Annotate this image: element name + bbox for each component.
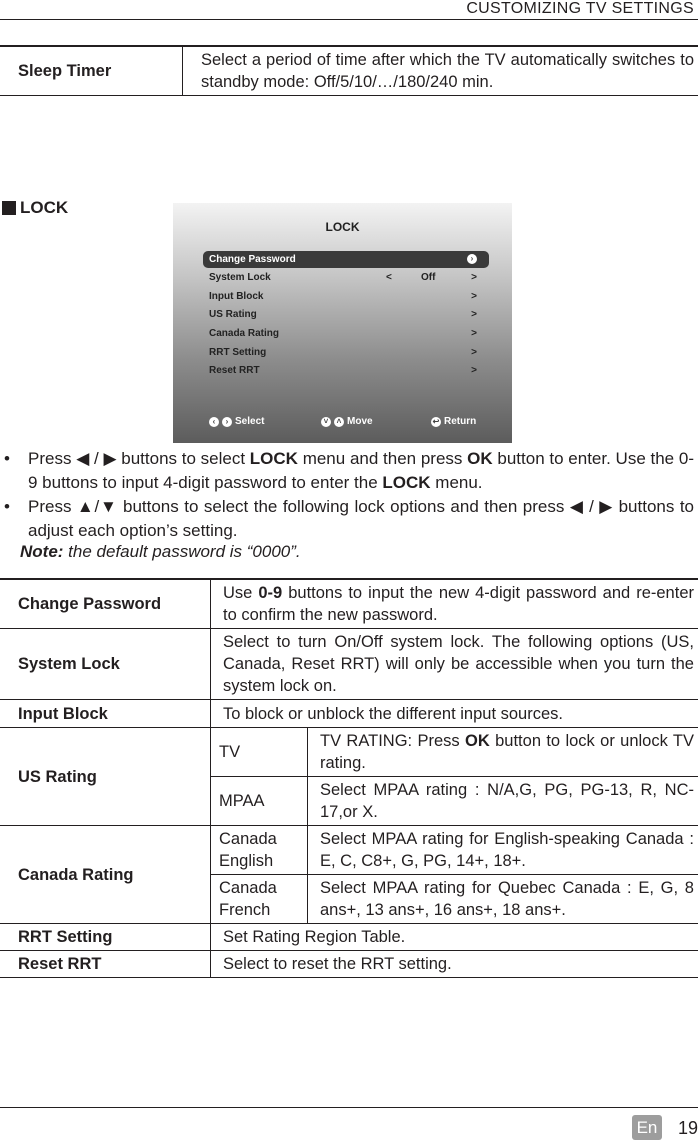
chevron-right-icon: > xyxy=(471,272,477,283)
osd-item-us-rating[interactable]: US Rating > xyxy=(203,306,489,323)
osd-item-canada-rating[interactable]: Canada Rating > xyxy=(203,325,489,342)
bullet-item: • Press ▲/▼ buttons to select the following lock options and then press ◀ / ▶ buttons to adjust each option’s setting. xyxy=(4,497,694,540)
left-button-icon: ‹ xyxy=(209,417,219,427)
osd-hint-move: ˅ ˄ Move xyxy=(321,416,373,427)
chevron-right-icon: › xyxy=(467,254,477,264)
osd-item-system-lock[interactable]: System Lock < Off > xyxy=(203,269,489,286)
up-down-arrows-icon: ▲/▼ xyxy=(76,497,118,516)
section-title: CUSTOMIZING TV SETTINGS xyxy=(466,0,694,17)
osd-item-change-password[interactable]: Change Password › xyxy=(203,251,489,268)
chevron-right-icon: > xyxy=(471,291,477,302)
left-right-arrows-icon: ◀ / ▶ xyxy=(569,497,614,516)
down-button-icon: ˅ xyxy=(321,417,331,427)
chevron-right-icon: > xyxy=(471,365,477,376)
table-row: System Lock Select to turn On/Off system lock. The following options (US, Canada, Reset RRT) will only be accessible when you turn the system lock on. xyxy=(0,629,698,700)
sleep-timer-description: Select a period of time after which the TV automatically switches to standby mode: Off/5/10/…/180/240 min. xyxy=(183,46,698,96)
chevron-right-icon: > xyxy=(471,347,477,358)
sleep-timer-label: Sleep Timer xyxy=(0,46,183,96)
table-row: Canada French Select MPAA rating for Quebec Canada : E, G, 8 ans+, 13 ans+, 16 ans+, 18 ans+. xyxy=(0,875,698,924)
osd-title: LOCK xyxy=(325,220,360,234)
lock-menu-screenshot xyxy=(173,203,512,443)
page-number: 19 xyxy=(678,1118,698,1138)
table-row: Canada Rating Canada English Select MPAA rating for English-speaking Canada : E, C, C8+, G, PG, 14+, 18+. xyxy=(0,826,698,875)
table-row: MPAA Select MPAA rating : N/A,G, PG, PG-13, R, NC-17,or X. xyxy=(0,777,698,826)
lock-options-table xyxy=(0,578,698,978)
footer-divider xyxy=(0,1107,698,1108)
header-divider xyxy=(0,19,698,20)
table-row: Input Block To block or unblock the different input sources. xyxy=(0,700,698,728)
language-badge: En xyxy=(632,1115,662,1140)
sleep-timer-table xyxy=(0,45,698,96)
lock-heading xyxy=(2,198,68,218)
table-row: RRT Setting Set Rating Region Table. xyxy=(0,924,698,951)
system-lock-value: Off xyxy=(421,272,436,283)
table-row: US Rating TV TV RATING: Press OK button to lock or unlock TV rating. xyxy=(0,728,698,777)
up-button-icon: ˄ xyxy=(334,417,344,427)
square-bullet-icon xyxy=(2,201,16,215)
osd-item-rrt-setting[interactable]: RRT Setting > xyxy=(203,344,489,361)
instructions xyxy=(4,447,694,543)
lock-heading-text: LOCK xyxy=(20,198,69,217)
right-button-icon: › xyxy=(222,417,232,427)
return-button-icon: ↩ xyxy=(432,416,440,426)
osd-hint-return: ↩ Return xyxy=(432,416,477,427)
note: Note: the default password is “0000”. xyxy=(20,542,301,561)
osd-item-input-block[interactable]: Input Block > xyxy=(203,288,489,305)
table-row: Reset RRT Select to reset the RRT setting. xyxy=(0,951,698,978)
bullet-item: • Press ◀ / ▶ buttons to select LOCK menu and then press OK button to enter. Use the 0-9 buttons to input 4-digit password to enter the LOCK menu. xyxy=(4,449,694,492)
left-right-arrows-icon: ◀ / ▶ xyxy=(76,449,117,468)
table-row: Change Password Use 0-9 buttons to input the new 4-digit password and re-enter to confirm the new password. xyxy=(0,579,698,629)
chevron-right-icon: > xyxy=(471,328,477,339)
chevron-left-icon: < xyxy=(386,272,392,283)
osd-hint-select: ‹ › Select xyxy=(209,416,264,427)
osd-item-reset-rrt[interactable]: Reset RRT > xyxy=(203,362,489,379)
chevron-right-icon: > xyxy=(471,309,477,320)
